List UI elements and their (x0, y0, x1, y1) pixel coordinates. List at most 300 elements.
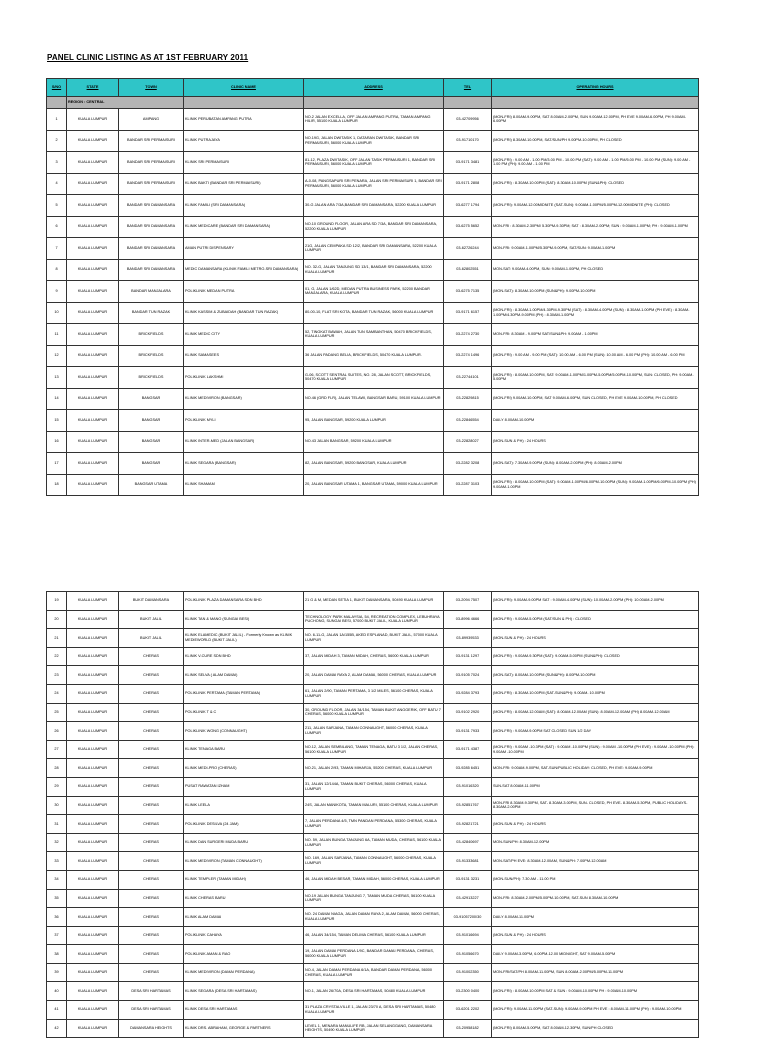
table-row (47, 474, 699, 496)
cell-operating-hours: (MON-FRI) : 9.00AM -10.3PM (SAT) : 9.00AM -10.00PM (SUN) : 9.00AM -10.00PM (PH EVE) : 9.00AM -10.00PM (PH): 9.00AM -10.00PM (492, 740, 699, 759)
cell-sno: 9 (47, 281, 67, 303)
cell-address: 80-00-10, FLAT SRI KOTA, BANDAR TUN RAZAK, 56000 KUALA LUMPUR (304, 302, 444, 324)
cell-address: 21G, JALAN CEMPAKA SD 12/2, BANDAR SRI DAMANSARA, 52200 KUALA LUMPUR (304, 238, 444, 260)
cell-state: KUALA LUMPUR (67, 815, 119, 834)
cell-state: KUALA LUMPUR (67, 173, 119, 195)
cell-state: KUALA LUMPUR (67, 926, 119, 945)
cell-operating-hours: (MON-FRI) 8.00AM-9.00PM, SAT 8.00AM-2.00PM, SUN 9.00AM-12.00PM, PH EVE 9.00AM-6.00PM, PH 9.00AM-6.00PM (492, 109, 699, 131)
cell-operating-hours: (MON-SAT): 8.00AM-10.00PM (SUN&PH): 8.00PM-10.00PM (492, 666, 699, 685)
cell-address: NO.1, JALAN 26/70A, DESA SRI HARTAMAS, 50480 KUALA LUMPUR (304, 982, 444, 1001)
cell-state: KUALA LUMPUR (67, 870, 119, 889)
cell-address: TECHNOLOGY PARK MALAYSIA, 54, RECREATION COMPLEX, LEBUHRAYA PUCHONG, SUNGAI BESI, 57000 BUKIT JALIL, KUALA LUMPUR (304, 610, 444, 629)
cell-tel: 03-9105 7024 (444, 666, 492, 685)
table-row (47, 926, 699, 945)
cell-operating-hours: (MON-FRI): 9.00AM-9.00PM SAT : 9.00AM-4.00PM (SUN): 10.00AM-2.00PM (PH): 10.00AM-2.00PM (492, 592, 699, 611)
table-row (47, 889, 699, 908)
table-row (47, 722, 699, 741)
cell-state: KUALA LUMPUR (67, 345, 119, 367)
cell-tel: 03-6201 2202 (444, 1001, 492, 1020)
table-header-row (47, 79, 699, 97)
cell-clinic-name: KLINIK DAN SURGERI MUDA BARU (184, 833, 304, 852)
table-row (47, 684, 699, 703)
table-row (47, 259, 699, 281)
cell-clinic-name: KLINIK INTER-MED (JALAN BANGSAR) (184, 431, 304, 453)
cell-tel: 03-42840697 (444, 833, 492, 852)
cell-address: NO.2 JALAN EXCELLA, OFF JALAN AMPANG PUTRA, TAMAN AMPANG HILIR, 55100 KUALA LUMPUR (304, 109, 444, 131)
cell-tel: 03-9131 1297 (444, 647, 492, 666)
cell-operating-hours: (MON-FRI) 9.00AM-10.00PM, SAT 9.00AM-6.00PM, SUN CLOSED, PH EVE 9.00AM-10.00PM, PH CLOSED (492, 388, 699, 410)
cell-clinic-name: KLINIK SAMASEES (184, 345, 304, 367)
cell-town: AMPANG (119, 109, 184, 131)
cell-tel: 03-2287 3103 (444, 474, 492, 496)
cell-state: KUALA LUMPUR (67, 684, 119, 703)
cell-tel: 03-42709956 (444, 109, 492, 131)
cell-sno: 41 (47, 1001, 67, 1020)
cell-state: KUALA LUMPUR (67, 453, 119, 475)
table-row (47, 592, 699, 611)
cell-clinic-name: KLINIK CHERAS BARU (184, 889, 304, 908)
table-row (47, 703, 699, 722)
cell-sno: 22 (47, 647, 67, 666)
cell-address: 52, TINGKAT BAWAH, JALAN TUN SAMBANTHAN, 50470 BRICKFIELDS, KUALA LUMPUR (304, 324, 444, 346)
header-clinic-name: CLINIC NAME (184, 79, 304, 97)
cell-town: BANDAR SRI DAMANSARA (119, 238, 184, 260)
cell-state: KUALA LUMPUR (67, 130, 119, 152)
cell-state: KUALA LUMPUR (67, 388, 119, 410)
table-row (47, 796, 699, 815)
cell-state: KUALA LUMPUR (67, 1001, 119, 1020)
cell-operating-hours: (MON-SUN & PH) : 24 HOURS (492, 926, 699, 945)
cell-clinic-name: KLINIK MEDICARE (BANDAR SRI DAMANSARA) (184, 216, 304, 238)
cell-town: BRICKFIELDS (119, 367, 184, 389)
cell-town: BANDAR MANJALARA (119, 281, 184, 303)
cell-state: KUALA LUMPUR (67, 259, 119, 281)
cell-clinic-name: MEDIC DAMANSARA (KLINIK FAMILI METRO-SRI DAMANSARA) (184, 259, 304, 281)
cell-tel: 03-91016694 (444, 926, 492, 945)
cell-clinic-name: POLIKLINIK MYLI (184, 410, 304, 432)
cell-tel: 03-9102 2920 (444, 703, 492, 722)
cell-clinic-name: KLINIK PERUBATAN AMPANG PUTRA (184, 109, 304, 131)
cell-clinic-name: KLINIK SEGARA (BANGSAR) (184, 453, 304, 475)
cell-operating-hours: MON-FRI: 8.30AM-2.00PM/5.00PM-10.00PM, SAT-SUN 8.30AM-10.00PM (492, 889, 699, 908)
cell-state: KUALA LUMPUR (67, 324, 119, 346)
cell-tel: 03-22846554 (444, 410, 492, 432)
cell-tel: 03-92821721 (444, 815, 492, 834)
cell-state: KUALA LUMPUR (67, 945, 119, 964)
cell-state: KUALA LUMPUR (67, 216, 119, 238)
cell-town: BANDAR SRI DAMANSARA (119, 259, 184, 281)
cell-state: KUALA LUMPUR (67, 367, 119, 389)
table-row (47, 410, 699, 432)
cell-tel: 03-91057200/30 (444, 908, 492, 927)
cell-sno: 33 (47, 852, 67, 871)
cell-operating-hours: MON-FRI: 8.30AM - 9.00PM SAT/SUN&PH: 9.00AM - 1.00PM (492, 324, 699, 346)
cell-address: NO.10 GROUND FLOOR, JALAN ARA SD 7/3A, BANDAR SRI DAMANSARA, 52200 KUALA LUMPUR (304, 216, 444, 238)
cell-address: NO. 6-11-G, JALAN 1A/155B, AKED ESPLANAD, BUKIT JALIL, 57000 KUALA LUMPUR (304, 629, 444, 648)
table-row (47, 130, 699, 152)
cell-town: BRICKFIELDS (119, 345, 184, 367)
cell-sno: 25 (47, 703, 67, 722)
table-row (47, 1019, 699, 1038)
cell-sno: 13 (47, 367, 67, 389)
cell-state: KUALA LUMPUR (67, 722, 119, 741)
table-row (47, 759, 699, 778)
cell-operating-hours: (MON-FRI) : 9.00AM-9.30PM (SAT): 9.00AM-5.00PM (SUN&PH): CLOSED (492, 647, 699, 666)
cell-operating-hours: DAILY 8.00AM-11.00PM (492, 908, 699, 927)
cell-address: 46, JALAN 34/154, TAMAN DELIMA CHERAS, 56100 KUALA LUMPUR (304, 926, 444, 945)
cell-state: KUALA LUMPUR (67, 982, 119, 1001)
table-row (47, 666, 699, 685)
header-state: STATE (67, 79, 119, 97)
cell-state: KUALA LUMPUR (67, 592, 119, 611)
cell-sno: 24 (47, 684, 67, 703)
table-row (47, 945, 699, 964)
cell-town: BUKIT JALIL (119, 610, 184, 629)
cell-state: KUALA LUMPUR (67, 666, 119, 685)
cell-address: NO. 169, JALAN SARJANA, TAMAN CONNAUGHT, 56000 CHERAS, KUALA LUMPUR (304, 852, 444, 871)
cell-address: NO.4, JALAN DAMAI PERDANA 6/1A, BANDAR DAMAI PERDANA, 56000 CHERAS, KUALA LUMPUR (304, 963, 444, 982)
table-row (47, 982, 699, 1001)
cell-town: CHERAS (119, 759, 184, 778)
cell-town: BANDAR TUN RAZAK (119, 302, 184, 324)
clinic-table-page-2 (46, 591, 699, 1038)
cell-tel: 03-9171 3481 (444, 152, 492, 174)
cell-address: 95, JALAN BANGSAR, 59200 KUALA LUMPUR (304, 410, 444, 432)
header-operating-hours: OPERATING HOURS (492, 79, 699, 97)
cell-address: 20, JALAN DAMAI RAYA 2, ALAM DAMAI, 56000 CHERAS, KUALA LUMPUR (304, 666, 444, 685)
cell-tel: 03-9131 7933 (444, 722, 492, 741)
cell-tel: 03-9131 3231 (444, 870, 492, 889)
table-row (47, 610, 699, 629)
cell-sno: 2 (47, 130, 67, 152)
cell-sno: 4 (47, 173, 67, 195)
cell-town: CHERAS (119, 815, 184, 834)
cell-address: 36 JALAN PADANG BELIA, BRICKFIELDS, 50470 KUALA LUMPUR. (304, 345, 444, 367)
table-row (47, 815, 699, 834)
cell-operating-hours: (MON-FRI) : 8.00AM-10.00PM (SAT): 9.00AM-1.00PM/6.00PM-10.00PM (SUN): 9.00AM-1.00PM/6.00PM-10.00PM (PH) 9.00AM-1.00PM (492, 474, 699, 496)
cell-operating-hours: MON-FRI: 9.00AM-1.00PM/5.30PM-9.00PM, SAT/SUN: 9.00AM-1.00PM (492, 238, 699, 260)
cell-address: 211, JALAN SARJANA, TAMAN CONNAUGHT, 56000 CHERAS, KUALA LUMPUR (304, 722, 444, 741)
cell-town: BANGSAR (119, 410, 184, 432)
cell-sno: 8 (47, 259, 67, 281)
cell-town: CHERAS (119, 684, 184, 703)
cell-town: CHERAS (119, 796, 184, 815)
cell-clinic-name: AMAN PUTRI DISPENSARY (184, 238, 304, 260)
table-row (47, 388, 699, 410)
cell-sno: 17 (47, 453, 67, 475)
cell-town: BRICKFIELDS (119, 324, 184, 346)
cell-state: KUALA LUMPUR (67, 195, 119, 217)
cell-address: 24S, JALAN MANIKOTA, TAMAN MALURI, 55100 CHERAS, KUALA LUMPUR (304, 796, 444, 815)
cell-clinic-name: POLIKLINIK AMAN & RAO (184, 945, 304, 964)
table-row (47, 152, 699, 174)
cell-address: NO. 32-G, JALAN TANJUNG SD 13/1, BANDAR SRI DAMANSARA, 52200 KUALA LUMPUR (304, 259, 444, 281)
cell-town: DESA SRI HARTAMAS (119, 982, 184, 1001)
cell-tel: 03-9171 2808 (444, 173, 492, 195)
cell-sno: 26 (47, 722, 67, 741)
cell-sno: 35 (47, 889, 67, 908)
cell-state: KUALA LUMPUR (67, 410, 119, 432)
cell-state: KUALA LUMPUR (67, 833, 119, 852)
cell-address: 61, JALAN 2/90, TAMAN PERTAMA, 3 1/2 MILES, 56100 CHERAS, KUALA LUMPUR (304, 684, 444, 703)
cell-town: CHERAS (119, 703, 184, 722)
cell-town: BUKIT JALIL (119, 629, 184, 648)
cell-sno: 40 (47, 982, 67, 1001)
cell-operating-hours: (MON-SUN & PH) : 24 HOURS (492, 815, 699, 834)
cell-clinic-name: POLIKLINIK CAHAYA (184, 926, 304, 945)
table-row (47, 216, 699, 238)
cell-town: CHERAS (119, 945, 184, 964)
cell-operating-hours: MON-SUN/PH: 8.30AM-12.00PM (492, 833, 699, 852)
cell-operating-hours: MON-FRI 8.30AM-9.30PM, SAT- 8.30AM-3.00PM, SUN- CLOSED, PH EVE- 8.30AM-5.30PM, PUBLIC HOLIDAYS- 8.30AM-2.00PM (492, 796, 699, 815)
cell-town: CHERAS (119, 777, 184, 796)
cell-address: 01, G, JALAN 1/62D, MEDAN PUTRA BUSINESS PARK, 52200 BANDAR MANJALARA, KUALA LUMPUR (304, 281, 444, 303)
cell-town: BANGSAR UTAMA (119, 474, 184, 496)
cell-operating-hours: MON-FRI : 8.30AM-2.30PM/ 5.30PM-9.30PM; SAT : 8.30AM-2.00PM; SUN : 9.00AM-1.00PM; PH : 9.00AM-1.00PM (492, 216, 699, 238)
cell-town: DAMANSARA HEIGHTS (119, 1019, 184, 1038)
cell-operating-hours: (MON-FRI): 9.00AM-12.00MIDNITE (SAT-SUN): 9.00AM-1.00PM/5.00PM-12.00MIDNITE (PH): CLOSED (492, 195, 699, 217)
cell-clinic-name: POLIKLINIK LAKSHMI (184, 367, 304, 389)
cell-operating-hours: (MON-FRI) : 8.30AM-10.00PM (SAT): 8.30AM-10.00PM (SUN&PH): CLOSED (492, 173, 699, 195)
clinic-table-page-1 (46, 78, 699, 496)
cell-tel: 03-42913227 (444, 889, 492, 908)
cell-operating-hours: (MON-SAT): 7.30AM-9.00PM (SUN): 8.00AM-2.00PM (PH): 8.00AM-2.00PM (492, 453, 699, 475)
cell-tel: 03-20958182 (444, 1019, 492, 1038)
table-row (47, 740, 699, 759)
cell-state: KUALA LUMPUR (67, 238, 119, 260)
cell-sno: 31 (47, 815, 67, 834)
cell-address: NO.12, JALAN SEMBILANG, TAMAN TENAGA, BATU 3 1/2, JALAN CHERAS, 56100 KUALA LUMPUR (304, 740, 444, 759)
cell-clinic-name: KLINIK MEDI-PRO (CHERAS) (184, 759, 304, 778)
cell-operating-hours: (MON-FRI) : 9.00 AM - 9.00 PM (SAT): 10.00 AM - 6.00 PM (SUN): 10.00 AM - 6.00 PM (PH): 10.00 AM - 6.00 PM (492, 345, 699, 367)
cell-tel: 03-91016320 (444, 777, 492, 796)
cell-clinic-name: POLIKLINIK PLAZA DAMANSARA SDN BHD (184, 592, 304, 611)
cell-operating-hours: (MON-FRI) : 8.30AM-1.00PM/4.30PM-9.30PM (SAT) : 8.30AM-4.00PM (SUN) : 8.30AM-1.00PM (PH EVE) : 8.30AM-1.00PM/4.30PM-9.00PM (PH) : 8.30AM-1.00PM (492, 302, 699, 324)
cell-address: LEVEL 1, MENARA MANULIFE RB, JALAN SELANGGANG, DAMANSARA HEIGHTS, 50490 KUALA LUMPUR (304, 1019, 444, 1038)
cell-tel: 03-22744101 (444, 367, 492, 389)
cell-operating-hours: (MON-FRI) : 8.00AM-12.00AM (SAT): 8.00AM-12.00AM (SUN): 8.00AM-12.00AM (PH) 8.00AM-12.00AM (492, 703, 699, 722)
cell-state: KUALA LUMPUR (67, 302, 119, 324)
cell-tel: 03-9171 4387 (444, 740, 492, 759)
table-row (47, 777, 699, 796)
table-row (47, 109, 699, 131)
table-row (47, 908, 699, 927)
cell-sno: 11 (47, 324, 67, 346)
cell-town: BANDAR SRI DAMANSARA (119, 216, 184, 238)
cell-clinic-name: KLINIK MEDIVIRON (DAMAI PERDANA) (184, 963, 304, 982)
cell-state: KUALA LUMPUR (67, 152, 119, 174)
cell-tel: 03-92851767 (444, 796, 492, 815)
cell-tel: 03-9171 6157 (444, 302, 492, 324)
header-sno: S/NO (47, 79, 67, 97)
cell-clinic-name: KLINIK DRS. ABRAHAM, GEORGE & PARTNERS (184, 1019, 304, 1038)
cell-town: CHERAS (119, 852, 184, 871)
cell-town: CHERAS (119, 908, 184, 927)
cell-sno: 16 (47, 431, 67, 453)
cell-clinic-name: KLINIK ELAMEDIC (BUKIT JALIL) - Formerly Known as KLINIK MEDIEWORLD (BUKIT JALIL) (184, 629, 304, 648)
table-row (47, 302, 699, 324)
region-label: REGION : CENTRAL (67, 97, 184, 109)
cell-address: NO.46 (GRD FLR), JALAN TELAWI, BANGSAR BARU, 59100 KUALA LUMPUR (304, 388, 444, 410)
table-row (47, 963, 699, 982)
cell-sno: 15 (47, 410, 67, 432)
cell-operating-hours: (MON-SUN & PH) : 24 HOURS (492, 431, 699, 453)
cell-address: 31 PLAZA CRYSTALVILLE 1, JALAN 23/70 A, DESA SRI HARTAMAS, 50480 KUALA LUMPUR (304, 1001, 444, 1020)
cell-address: NO.43 JALAN BANGSAR, 59200 KUALA LUMPUR (304, 431, 444, 453)
table-row (47, 431, 699, 453)
cell-tel: 03-2274 2730 (444, 324, 492, 346)
cell-address: 30, GROUND FLOOR, JALAN 34/154, TAMAN BUKIT ANGGERIK, OFF BATU 7 CHERAS, 56000 KUALA LUMPUR (304, 703, 444, 722)
table-row (47, 195, 699, 217)
cell-town: CHERAS (119, 926, 184, 945)
cell-sno: 27 (47, 740, 67, 759)
cell-town: DESA SRI HARTAMAS (119, 1001, 184, 1020)
cell-address: NO. 59, JALAN BUNGA TANJUNG 6A, TAMAN MUDA, CHERAS, 56100 KUALA LUMPUR (304, 833, 444, 852)
cell-operating-hours: MON-FRI: 9.00AM-9.00PM, SAT-SUN/PUBLIC HOLIDAY: CLOSED, PH EVE: 9.00AM-9.00PM (492, 759, 699, 778)
table-row (47, 281, 699, 303)
cell-operating-hours: (MON-FRI): 9.00AM-11.00PM (SAT-SUN): 9.00AM-9.00PM PH EVE : 8.00AM-11.00PM (PH) : 9.00AM-10.00PM (492, 1001, 699, 1020)
cell-address: 20, JALAN BANGSAR UTAMA 1, BANGSAR UTAMA, 59000 KUALA LUMPUR (304, 474, 444, 496)
cell-town: BANDAR SRI PERMAISURI (119, 130, 184, 152)
cell-address: NO. 24 DAMAI NIAGA, JALAN DAMAI RAYA 2, ALAM DAMAI, 56000 CHERAS, KUALA LUMPUR (304, 908, 444, 927)
cell-address: 30-G JALAN ARA 7/3A,BANDAR SRI DAMANSARA, 52200 KUALA LUMPUR (304, 195, 444, 217)
cell-tel: 03-91333681 (444, 852, 492, 871)
cell-address: 19, JALAN DAMAI PERDANA 1/9C, BANDAR DAMAI PERDANA, CHERAS, 56000 KUALA LUMPUR (304, 945, 444, 964)
cell-clinic-name: KLINIK SHAMAM (184, 474, 304, 496)
cell-sno: 12 (47, 345, 67, 367)
cell-operating-hours: MON-FRI/SAT/PH 8.00AM-11.00PM, SUN 8.00AM-2.00PM/5.00PM-11.00PM (492, 963, 699, 982)
cell-state: KUALA LUMPUR (67, 908, 119, 927)
cell-clinic-name: POLIKLINIK T & C (184, 703, 304, 722)
cell-tel: 03-62802551 (444, 259, 492, 281)
cell-tel: 03-89939533 (444, 629, 492, 648)
cell-state: KUALA LUMPUR (67, 889, 119, 908)
cell-tel: 03-6275 7135 (444, 281, 492, 303)
cell-tel: 03-22829815 (444, 388, 492, 410)
cell-clinic-name: POLIKLINIK DESILVA (24 JAM) (184, 815, 304, 834)
table-row (47, 833, 699, 852)
cell-operating-hours: (MON-FRI) : 9.00AM-9.00PM SAT CLOSED SUN 1/2 DAY (492, 722, 699, 741)
cell-state: KUALA LUMPUR (67, 777, 119, 796)
cell-state: KUALA LUMPUR (67, 1019, 119, 1038)
cell-state: KUALA LUMPUR (67, 703, 119, 722)
cell-tel: 03-22828027 (444, 431, 492, 453)
cell-town: BANGSAR (119, 431, 184, 453)
cell-tel: 03-2300 0400 (444, 982, 492, 1001)
header-address: ADDRESS (304, 79, 444, 97)
table-row (47, 324, 699, 346)
cell-tel: 03-9284 3793 (444, 684, 492, 703)
cell-state: KUALA LUMPUR (67, 610, 119, 629)
cell-clinic-name: KLINIK BAKTI (BANDAR SRI PERMAISURI) (184, 173, 304, 195)
cell-tel: 03-91056670 (444, 945, 492, 964)
cell-clinic-name: KLINIK DESA SRI HARTAMAS (184, 1001, 304, 1020)
cell-address: G-06, SCOTT SENTRAL SUITES, NO. 28, JALAN SCOTT, BRICKFIELDS, 50470 KUALA LUMPUR (304, 367, 444, 389)
cell-tel: 03-2274 1496 (444, 345, 492, 367)
cell-sno: 10 (47, 302, 67, 324)
cell-town: BUKIT DAMANSARA (119, 592, 184, 611)
cell-operating-hours: (MON-SUN/PH): 7.30 AM - 11.00 PM (492, 870, 699, 889)
cell-address: NO.21, JALAN 2/93, TAMAN MIHARJA, 55200 CHERAS, KUALA LUMPUR (304, 759, 444, 778)
cell-town: CHERAS (119, 963, 184, 982)
cell-town: BANDAR SRI DAMANSARA (119, 195, 184, 217)
cell-sno: 32 (47, 833, 67, 852)
cell-state: KUALA LUMPUR (67, 647, 119, 666)
cell-address: NO.19 JALAN BUNGA TANJUNG 7, TAMAN MUDA CHERAS, 56100 KUALA LUMPUR (304, 889, 444, 908)
cell-operating-hours: (MON-FRI) 8.30AM-10.00PM, SAT/SUN/PH 9.00PM-10.00PM, PH CLOSED (492, 130, 699, 152)
cell-address: 82, JALAN BANGSAR, 59200 BANGSAR, KUALA LUMPUR (304, 453, 444, 475)
cell-tel: 03-62726244 (444, 238, 492, 260)
table-row (47, 629, 699, 648)
cell-tel: 03-91002350 (444, 963, 492, 982)
cell-address: 37, JALAN MIDAH 3, TAMAN MIDAH, CHERAS, 56000 KUALA LUMPUR (304, 647, 444, 666)
cell-tel: 03-9285 6451 (444, 759, 492, 778)
cell-clinic-name: KLINIK MEDIVIRON (TAMAN CONNAUGHT) (184, 852, 304, 871)
cell-address: 81-12, PLAZA DWITASIK, OFF JALAN TASIK PERMAISURI 1, BANDAR SRI PERMAISURI, 56000 KUALA LUMPUR (304, 152, 444, 174)
cell-sno: 36 (47, 908, 67, 927)
cell-clinic-name: KLINIK ALAM DAMAI (184, 908, 304, 927)
cell-clinic-name: POLIKLINIK WONG (CONNAUGHT) (184, 722, 304, 741)
page-title: PANEL CLINIC LISTING AS AT 1ST FEBRUARY 2011 (47, 53, 249, 62)
cell-address: 31, JALAN 12/144A, TAMAN BUKIT CHERAS, 56000 CHERAS, KUALA LUMPUR (304, 777, 444, 796)
table-row (47, 173, 699, 195)
cell-tel: 03-8996 4666 (444, 610, 492, 629)
cell-clinic-name: KLINIK TENAGA BARU (184, 740, 304, 759)
table-row (47, 367, 699, 389)
cell-town: BANGSAR (119, 453, 184, 475)
cell-operating-hours: (MON-SUN & PH) : 24 HOURS (492, 629, 699, 648)
cell-state: KUALA LUMPUR (67, 759, 119, 778)
cell-sno: 34 (47, 870, 67, 889)
cell-sno: 19 (47, 592, 67, 611)
table-row (47, 345, 699, 367)
cell-tel: 03-2282 3208 (444, 453, 492, 475)
cell-address: NO.19G, JALAN DWITASIK 1, DATARAN DWITASIK, BANDAR SRI PERMAISURI, 56000 KUALA LUMPUR (304, 130, 444, 152)
cell-state: KUALA LUMPUR (67, 629, 119, 648)
table-row (47, 1001, 699, 1020)
cell-sno: 5 (47, 195, 67, 217)
cell-state: KUALA LUMPUR (67, 281, 119, 303)
cell-state: KUALA LUMPUR (67, 963, 119, 982)
cell-town: CHERAS (119, 870, 184, 889)
cell-address: 46, JALAN MIDAH BESAR, TAMAN MIDAH, 56000 CHERAS, KUALA LUMPUR (304, 870, 444, 889)
cell-address: 21 G & M, MEDAN SETIA 1, BUKIT DAMANSARA, 50490 KUALA LUMPUR (304, 592, 444, 611)
cell-state: KUALA LUMPUR (67, 740, 119, 759)
cell-address: A-0-08, PANGSAPURI SRI PENARA, JALAN SRI PERMAISURI 1, BANDAR SRI PERMAISURI, 56000 KUALA LUMPUR (304, 173, 444, 195)
cell-town: CHERAS (119, 666, 184, 685)
cell-clinic-name: PUSAT RAWATAN IZHAM (184, 777, 304, 796)
cell-clinic-name: POLIKLINIK MEDAN PUTRA (184, 281, 304, 303)
cell-operating-hours: (MON-FRI) : 9.00 AM - 1.00 PM/3.00 PM - 10.00 PM (SAT): 9.00 AM - 1.00 PM/5.00 PM - 10.00 PM (SUN): 9.00 AM - 1.00 PM (PH): 9.00 AM - 1.00 PM (492, 152, 699, 174)
cell-town: BANDAR SRI PERMAISURI (119, 152, 184, 174)
cell-town: CHERAS (119, 833, 184, 852)
cell-operating-hours: SUN-SAT 8.00AM-11.00PM (492, 777, 699, 796)
cell-sno: 37 (47, 926, 67, 945)
cell-operating-hours: DAILY 9.00AM-3.00PM, 6.00PM-12.00 MIDNIGHT, SAT 9.00AM-5.00PM (492, 945, 699, 964)
cell-clinic-name: KLINIK PUTRAJAYA (184, 130, 304, 152)
cell-tel: 03-91710170 (444, 130, 492, 152)
table-row (47, 453, 699, 475)
cell-sno: 29 (47, 777, 67, 796)
cell-town: CHERAS (119, 647, 184, 666)
table-row (47, 852, 699, 871)
cell-state: KUALA LUMPUR (67, 796, 119, 815)
cell-town: CHERAS (119, 740, 184, 759)
cell-sno: 21 (47, 629, 67, 648)
cell-operating-hours: (MON-FRI) : 8.00AM-10.00PM SAT & SUN : 9.00AM-10.00PM PH : 9.00AM-10.00PM (492, 982, 699, 1001)
cell-state: KUALA LUMPUR (67, 474, 119, 496)
cell-sno: 42 (47, 1019, 67, 1038)
